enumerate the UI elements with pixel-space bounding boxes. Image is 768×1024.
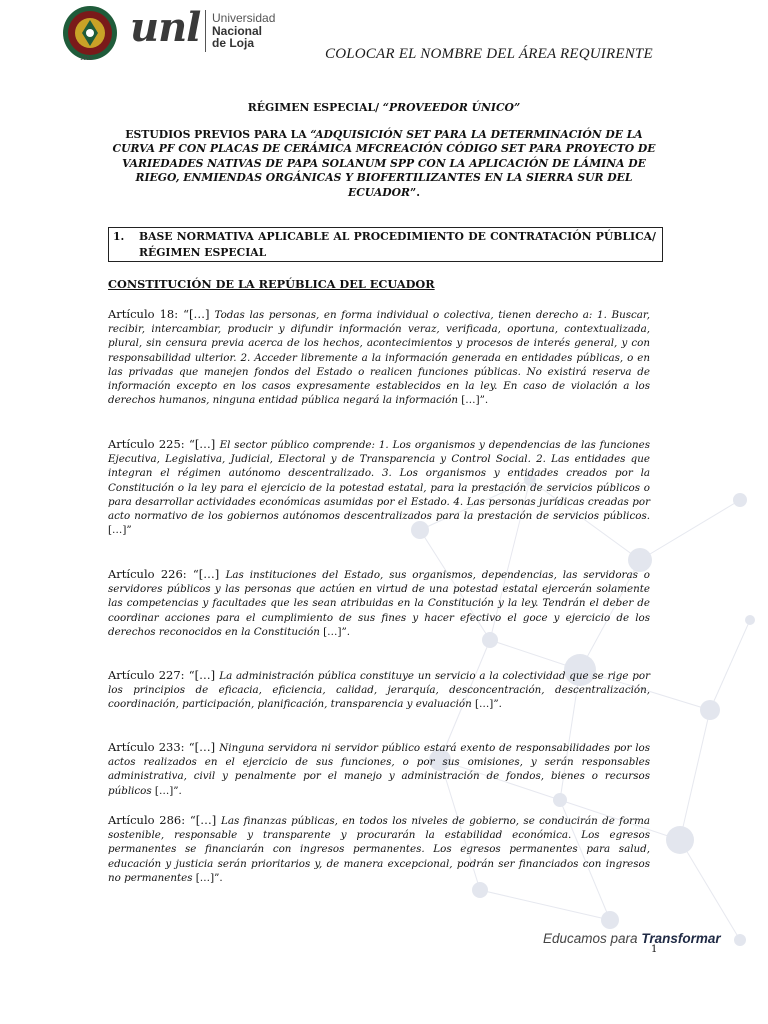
article-suffix: […]”. [457,394,489,407]
article-226 [108,567,650,639]
constitution-subheading: CONSTITUCIÓN DE LA REPÚBLICA DEL ECUADOR [108,277,435,291]
article-233 [108,740,650,798]
estudios-prefix: ESTUDIOS PREVIOS PARA LA [125,128,311,141]
article-body: Las finanzas públicas, en todos los niveles de gobierno, se conducirán de forma sostenible, responsable y transparente y procurarán la estabilidad económica. Los egresos permanentes se financiarán con ingresos permanentes. Los egresos permanentes para salud, educación y justicia serán prioritarios y, de manera excepcional, podrán ser financiados con ingresos no permanentes [108,815,650,884]
footer-tagline-part-2: Transformar [641,931,721,946]
regimen-italic: “PROVEEDOR ÚNICO” [382,101,521,114]
article-286 [108,813,650,885]
article-suffix: […]”. [192,871,223,884]
article-prefix: Artículo 227: “[…] [108,668,220,682]
university-name [212,12,275,50]
article-suffix: […]”. [471,698,502,711]
article-prefix: Artículo 226: “[…] [108,567,226,581]
university-name-line-1: Universidad [212,11,276,25]
article-prefix: Artículo 286: “[…] [108,813,221,827]
estudios-suffix: ”. [410,185,420,199]
article-227 [108,668,650,712]
article-body: La administración pública constituye un servicio a la colectividad que se rige por los principios de eficacia, eficiencia, calidad, jerarquía, desconcentración, descentralización, coordinación, participación, planificación, transparencia y evaluación [108,670,650,711]
estudios-italic: “ADQUISICIÓN SET PARA LA DETERMINACIÓN DE LA CURVA PF CON PLACAS DE CERÁMICA MFCREACIÓN CÓDIGO SET PARA PROYECTO DE VARIEDADES NATIVAS DE PAPA SOLANUM SPP CON LA APLICACIÓN DE LÁMINA DE RIEGO, ENMIENDAS ORGÁNICAS Y BIOFERTILIZANTES EN LA SIERRA SUR DEL ECUADOR [112,128,656,199]
regimen-prefix: RÉGIMEN ESPECIAL/ [247,101,383,114]
logo-divider [205,10,206,52]
footer-tagline [543,931,721,946]
regimen-title [108,101,660,114]
article-225 [108,437,650,537]
article-18 [108,307,650,407]
article-prefix: Artículo 18: “[…] [108,307,215,321]
article-suffix: […]”. [319,625,351,638]
article-body: Todas las personas, en forma individual o colectiva, tienen derecho a: 1. Buscar, recibir, intercambiar, producir y difundir información veraz, verificada, oportuna, contextualizada, plural, sin censura previa acerca de los hechos, acontecimientos y procesos de interés general, y con responsabilidad ulterior. 2. Acceder libremente a la información generada en entidades públicas, o en las privadas que manejen fondos del Estado o realicen funciones públicas. No existirá reserva de información excepto en los casos expresamente establecidos en la ley. En caso de violación a los derechos humanos, ninguna entidad pública negará la información [108,309,650,407]
page-number: 1 [651,944,658,955]
unl-wordmark: unl [130,4,201,51]
section-number: 1. [113,230,125,243]
article-body: El sector público comprende: 1. Los organismos y dependencias de las funciones Ejecutiva, Legislativa, Judicial, Electoral y de Transparencia y Control Social. 2. Las entidades que integran el régimen autónomo descentralizado. 3. Los organismos y entidades creados por la Constitución o la ley para el ejercicio de la potestad estatal, para la prestación de servicios públicos o para desarrollar actividades económicas asumidas por el Estado. 4. Las personas jurídicas creadas por acto normativo de los gobiernos autónomos descentralizados para la prestación de servicios públicos. [108,439,650,523]
university-name-line-3: de Loja [212,36,255,50]
university-seal-logo [60,4,120,64]
section-heading-box [108,227,663,262]
seal-year: 1859 [80,56,93,62]
article-prefix: Artículo 225: “[…] [108,437,220,451]
area-title: COLOCAR EL NOMBRE DEL ÁREA REQUIRENTE [325,46,653,62]
estudios-title [112,128,656,200]
article-suffix: […]” [108,524,132,537]
footer-tagline-part-1: Educamos para [543,931,642,946]
article-body: Ninguna servidora ni servidor público estará exento de responsabilidades por los actos realizados en el ejercicio de sus funciones, o por sus omisiones, y serán responsables administrativa, civil y penalmente por el manejo y administración de fondos, bienes o recursos públicos [108,742,650,797]
article-body: Las instituciones del Estado, sus organismos, dependencias, las servidoras o servidores públicos y las personas que actúen en virtud de una potestad estatal ejercerán solamente las competencias y facultades que les sean atribuidas en la Constitución y la ley. Tendrán el deber de coordinar acciones para el cumplimiento de sus fines y hacer efectivo el goce y ejercicio de los derechos reconocidos en la Constitución [108,569,650,638]
article-prefix: Artículo 233: “[…] [108,740,220,754]
article-suffix: […]”. [151,784,182,797]
university-name-line-2: Nacional [212,23,263,38]
section-title: BASE NORMATIVA APLICABLE AL PROCEDIMIENTO DE CONTRATACIÓN PÚBLICA/ RÉGIMEN ESPECIAL [139,230,656,259]
